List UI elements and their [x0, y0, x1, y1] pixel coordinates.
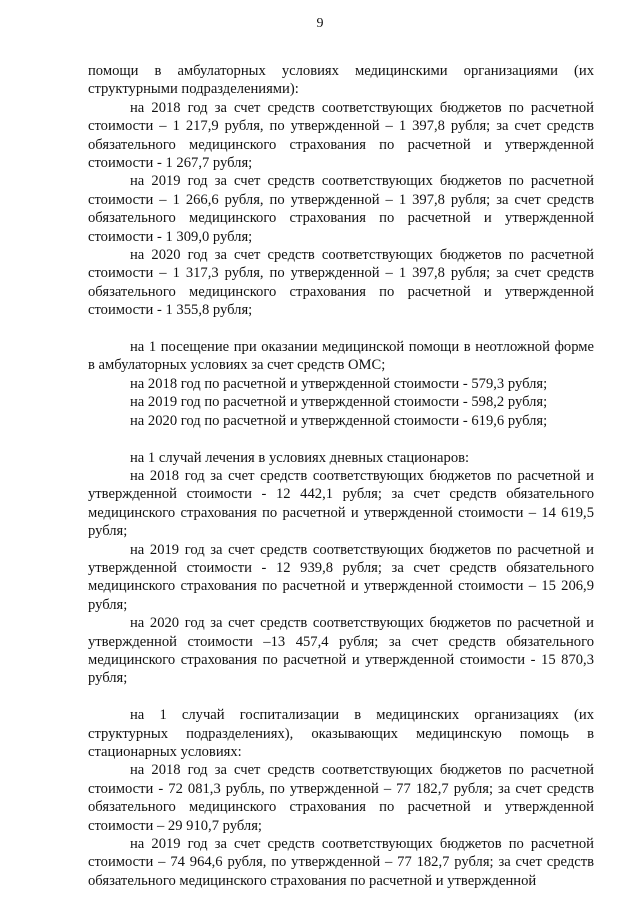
paragraph: на 1 случай лечения в условиях дневных стационаров:	[130, 449, 470, 466]
paragraph: на 1 посещение при оказании медицинской помощи в неотложной форме в амбулаторных условиях за счет средств ОМС;	[88, 339, 594, 374]
paragraph: на 2018 год по расчетной и утвержденной стоимости - 579,3 рубля;	[130, 375, 548, 392]
paragraph: на 2020 год за счет средств соответствующих бюджетов по расчетной и утвержденной стоимости –13 457,4 рубля; за счет средств обязательного медицинского страхования по расчетной и утвержденной стоимости - 15 870,3 рубля;	[88, 615, 594, 687]
paragraph: на 2019 год за счет средств соответствующих бюджетов по расчетной стоимости – 1 266,6 рубля, по утвержденной – 1 397,8 рубля; за счет средств обязательного медицинского страхования по расчетной и утвержденной стоимости - 1 309,0 рубля;	[88, 173, 594, 245]
paragraph: на 2020 год за счет средств соответствующих бюджетов по расчетной стоимости – 1 317,3 рубля, по утвержденной – 1 397,8 рубля; за счет средств обязательного медицинского страхования по расчетной и утвержденной стоимости - 1 355,8 рубля;	[88, 247, 594, 319]
paragraph: на 2019 год по расчетной и утвержденной стоимости - 598,2 рубля;	[130, 394, 548, 411]
page-number: 9	[316, 16, 324, 31]
paragraph: на 2019 год за счет средств соответствующих бюджетов по расчетной и утвержденной стоимости - 12 939,8 рубля; за счет средств обязательного медицинского страхования по расчетной и утвержденной стоимости – 15 206,9 рубля;	[88, 541, 594, 613]
paragraph: на 2020 год по расчетной и утвержденной стоимости - 619,6 рубля;	[130, 412, 548, 429]
document-body	[88, 62, 594, 890]
paragraph: на 2018 год за счет средств соответствующих бюджетов по расчетной стоимости - 72 081,3 рубль, по утвержденной – 77 182,7 рубля; за счет средств обязательного медицинского страхования по расчетной и утвержденной стоимости – 29 910,7 рубля;	[88, 762, 594, 834]
paragraph: на 1 случай госпитализации в медицинских организациях (их структурных подразделениях), оказывающих медицинскую помощь в стационарных условиях:	[88, 707, 594, 760]
paragraph: помощи в амбулаторных условиях медицинскими организациями (их структурными подразделениями):	[88, 63, 594, 98]
paragraph: на 2018 год за счет средств соответствующих бюджетов по расчетной стоимости – 1 217,9 рубля, по утвержденной – 1 397,8 рубля; за счет средств обязательного медицинского страхования по расчетной и утвержденной стоимости - 1 267,7 рубля;	[88, 99, 594, 172]
paragraph: на 2018 год за счет средств соответствующих бюджетов по расчетной и утвержденной стоимости - 12 442,1 рубля; за счет средств обязательного медицинского страхования по расчетной и утвержденной стоимости – 14 619,5 рубля;	[88, 467, 594, 540]
paragraph: на 2019 год за счет средств соответствующих бюджетов по расчетной стоимости – 74 964,6 рубля, по утвержденной – 77 182,7 рубля; за счет средств обязательного медицинского страхования по расчетной и утвержденной	[88, 836, 594, 889]
